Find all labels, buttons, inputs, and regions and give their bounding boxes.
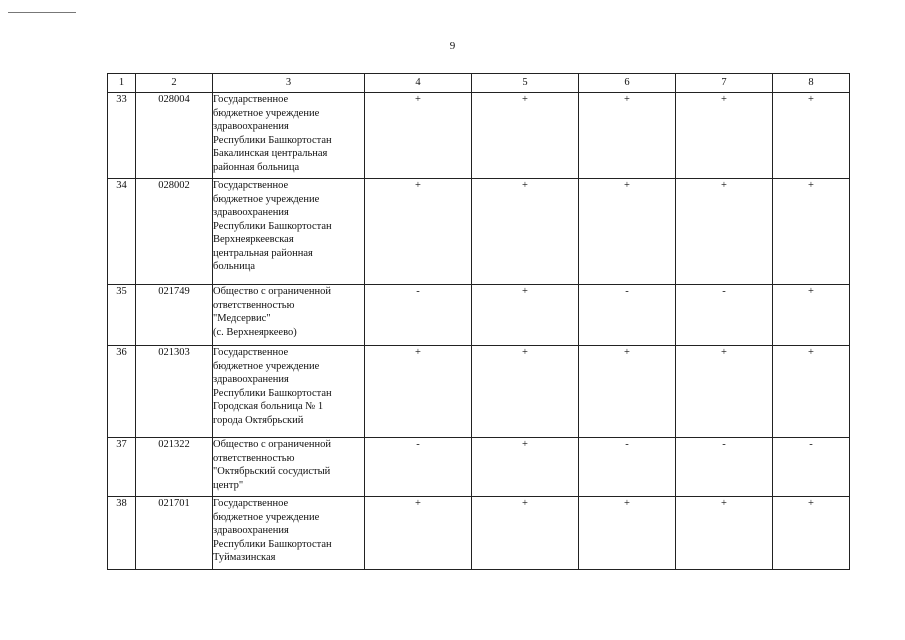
facility-code: 021303	[136, 346, 213, 438]
mark-col-5: +	[472, 93, 579, 179]
facility-name-line: Общество с ограниченной	[213, 286, 331, 297]
facility-name-line: Туймазинская	[213, 552, 276, 563]
facility-name	[213, 93, 365, 179]
facility-name	[213, 285, 365, 346]
page-number: 9	[449, 40, 456, 52]
table-body	[108, 74, 850, 570]
facility-name-line: центр"	[213, 479, 244, 491]
table-row	[108, 93, 850, 179]
table-row	[108, 179, 850, 285]
mark-col-8: +	[773, 497, 850, 570]
header-cell-8: 8	[773, 74, 850, 93]
facility-name-line: больница	[213, 261, 255, 272]
facility-name-line: бюджетное учреждение	[213, 360, 320, 372]
header-cell-4: 4	[365, 74, 472, 93]
facility-name-line: ответственностью	[213, 299, 295, 311]
mark-col-7: +	[676, 497, 773, 570]
facility-name-line: здравоохранения	[213, 525, 289, 536]
mark-col-7: +	[676, 93, 773, 179]
mark-col-4: -	[365, 285, 472, 346]
mark-col-6: +	[579, 346, 676, 438]
facility-name-line: Верхнеяркеевская	[213, 234, 294, 245]
facility-name-line: бюджетное учреждение	[213, 511, 320, 523]
mark-col-5: +	[472, 346, 579, 438]
header-cell-1: 1	[108, 74, 136, 93]
facility-name	[213, 438, 365, 497]
facility-name-line: бюджетное учреждение	[213, 193, 320, 205]
facility-name-line: районная больница	[213, 161, 300, 173]
facility-name-line: Республики Башкортостан	[213, 220, 332, 232]
facility-code: 021701	[136, 497, 213, 570]
facility-name-line: Государственное	[213, 94, 289, 105]
header-cell-6: 6	[579, 74, 676, 93]
facility-name-line: Государственное	[213, 498, 289, 509]
facility-name-line: "Октябрьский сосудистый	[213, 466, 331, 477]
facility-name-line: бюджетное учреждение	[213, 107, 320, 119]
facility-code: 021322	[136, 438, 213, 497]
mark-col-4: +	[365, 93, 472, 179]
mark-col-8: +	[773, 346, 850, 438]
corner-scan-mark	[8, 12, 76, 13]
mark-col-6: +	[579, 179, 676, 285]
row-number: 35	[108, 285, 136, 346]
facility-name-line: Государственное	[213, 180, 289, 191]
row-number: 37	[108, 438, 136, 497]
row-number: 38	[108, 497, 136, 570]
mark-col-4: +	[365, 179, 472, 285]
facility-name-line: (с. Верхнеяркеево)	[213, 326, 297, 338]
facility-name-line: центральная районная	[213, 247, 313, 259]
mark-col-4: +	[365, 497, 472, 570]
row-number: 34	[108, 179, 136, 285]
mark-col-7: -	[676, 438, 773, 497]
mark-col-8: +	[773, 285, 850, 346]
facility-name-line: ответственностью	[213, 452, 295, 464]
facility-name-line: Республики Башкортостан	[213, 387, 332, 399]
facility-name-line: Городская больница № 1	[213, 401, 324, 412]
mark-col-8: +	[773, 179, 850, 285]
facility-name-line: здравоохранения	[213, 374, 289, 385]
facility-name-line: города Октябрьский	[213, 414, 304, 426]
facility-code: 021749	[136, 285, 213, 346]
facility-name-line: здравоохранения	[213, 207, 289, 218]
header-cell-7: 7	[676, 74, 773, 93]
facilities-table	[107, 73, 850, 570]
facility-name-line: "Медсервис"	[213, 313, 271, 324]
mark-col-4: -	[365, 438, 472, 497]
table-header-row	[108, 74, 850, 93]
mark-col-8: -	[773, 438, 850, 497]
row-number: 33	[108, 93, 136, 179]
row-number: 36	[108, 346, 136, 438]
mark-col-6: +	[579, 497, 676, 570]
mark-col-6: +	[579, 93, 676, 179]
mark-col-7: +	[676, 179, 773, 285]
facility-name	[213, 179, 365, 285]
facility-name-line: Республики Башкортостан	[213, 538, 332, 550]
facility-code: 028004	[136, 93, 213, 179]
mark-col-8: +	[773, 93, 850, 179]
table-row	[108, 438, 850, 497]
mark-col-6: -	[579, 285, 676, 346]
mark-col-6: -	[579, 438, 676, 497]
header-cell-5: 5	[472, 74, 579, 93]
facility-name-line: Республики Башкортостан	[213, 134, 332, 146]
mark-col-5: +	[472, 497, 579, 570]
facility-code: 028002	[136, 179, 213, 285]
mark-col-5: +	[472, 438, 579, 497]
table-row	[108, 346, 850, 438]
facility-name	[213, 346, 365, 438]
facility-name-line: Бакалинская центральная	[213, 148, 328, 159]
facility-name	[213, 497, 365, 570]
table-row	[108, 497, 850, 570]
mark-col-5: +	[472, 285, 579, 346]
mark-col-5: +	[472, 179, 579, 285]
mark-col-7: +	[676, 346, 773, 438]
facility-name-line: Государственное	[213, 347, 289, 358]
facility-name-line: Общество с ограниченной	[213, 439, 331, 450]
table-row	[108, 285, 850, 346]
mark-col-7: -	[676, 285, 773, 346]
header-cell-3: 3	[213, 74, 365, 93]
facility-name-line: здравоохранения	[213, 121, 289, 132]
mark-col-4: +	[365, 346, 472, 438]
header-cell-2: 2	[136, 74, 213, 93]
